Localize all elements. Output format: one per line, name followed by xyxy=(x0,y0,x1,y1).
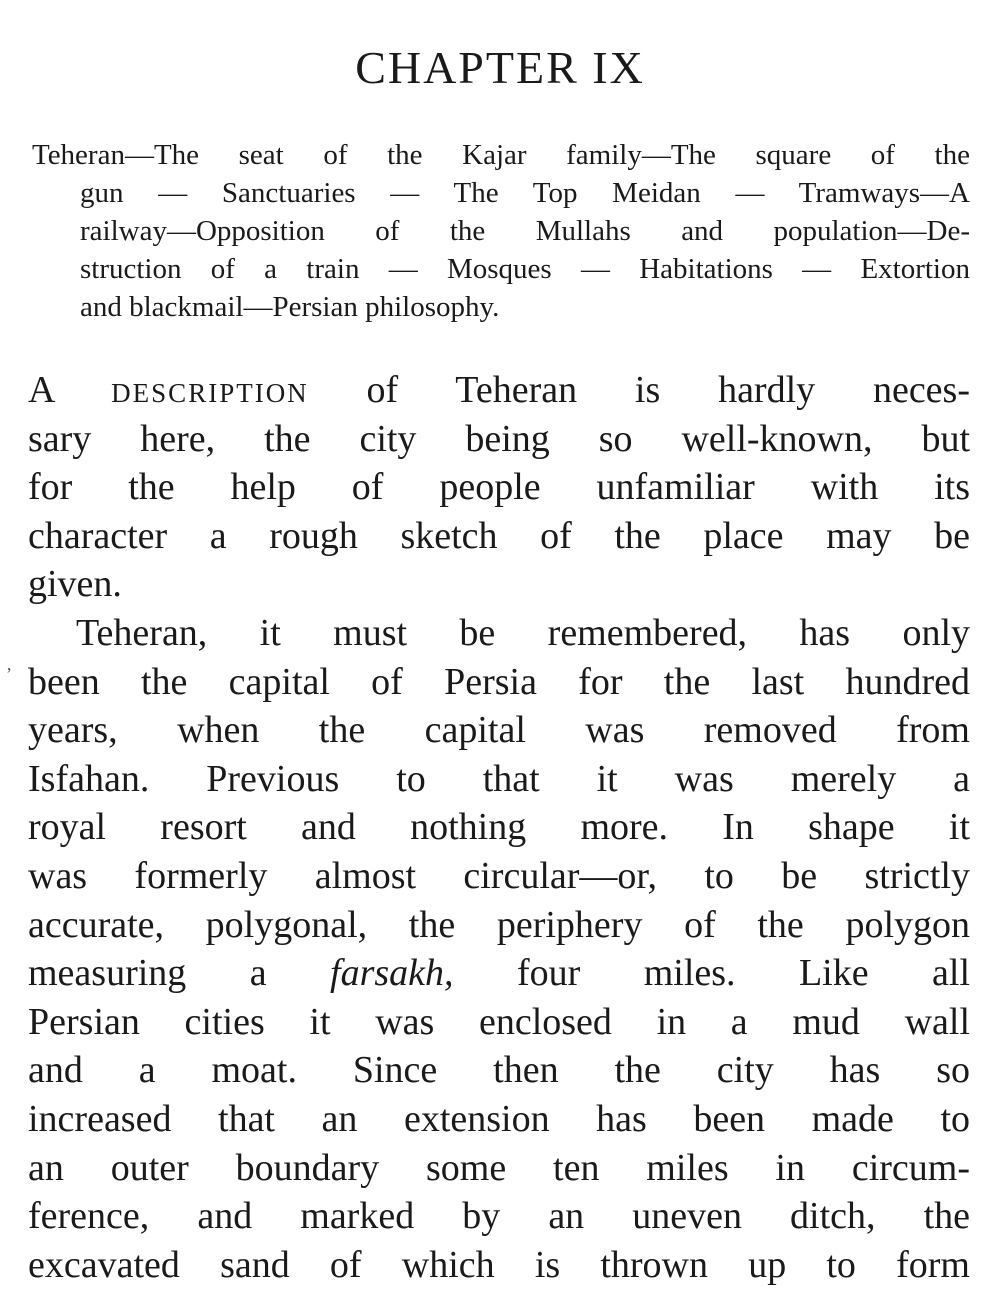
farsakh-word: farsakh, xyxy=(330,952,454,995)
body-line: Isfahan. Previous to that it was merely a xyxy=(28,757,970,800)
body-line: been the capital of Persia for the last hundred xyxy=(28,660,970,703)
opening-letter: A xyxy=(28,369,54,411)
summary-line: and blackmail—Persian philosophy. xyxy=(80,291,500,323)
chapter-summary xyxy=(32,136,970,326)
body-line: an outer boundary some ten miles in circum- xyxy=(28,1146,970,1189)
body-line: character a rough sketch of the place may be xyxy=(28,514,970,557)
body-line: accurate, polygonal, the periphery of the polygon xyxy=(28,903,970,946)
body-line: increased that an extension has been made to xyxy=(28,1097,970,1140)
body-line: Persian cities it was enclosed in a mud wall xyxy=(28,1000,970,1043)
body-line: for the help of people unfamiliar with its xyxy=(28,466,970,509)
body-line: royal resort and nothing more. In shape it xyxy=(28,806,970,849)
chapter-title: CHAPTER IX xyxy=(355,42,645,93)
summary-line: struction of a train — Mosques — Habitations — Extortion xyxy=(80,253,970,285)
body-line: given. xyxy=(28,563,122,606)
opening-line-rest: of Teheran is hardly neces- xyxy=(366,369,970,411)
summary-line: railway—Opposition of the Mullahs and population—De- xyxy=(80,215,970,247)
body-line: and a moat. Since then the city has so xyxy=(28,1049,970,1092)
body-line: years, when the capital was removed from xyxy=(28,709,970,752)
body-line: was formerly almost circular—or, to be strictly xyxy=(28,854,970,897)
summary-line: gun — Sanctuaries — The Top Meidan — Tramways—A xyxy=(80,177,970,209)
body-line: sary here, the city being so well-known, but xyxy=(28,417,970,460)
body-line: Teheran, it must be remembered, has only xyxy=(76,611,970,654)
body-line-farsakh xyxy=(28,949,970,998)
summary-line: Teheran—The seat of the Kajar family—The square of the xyxy=(32,139,970,171)
paragraph-first-line xyxy=(28,366,970,415)
farsakh-before: measuring a xyxy=(28,952,267,995)
margin-mark: ʼ xyxy=(6,664,12,684)
body-line: ference, and marked by an uneven ditch, the xyxy=(28,1195,970,1238)
opening-smallcaps-word: description xyxy=(111,369,309,411)
body-line: excavated sand of which is thrown up to form xyxy=(28,1243,970,1286)
farsakh-after: four miles. Like all xyxy=(516,952,971,995)
body-text xyxy=(28,366,970,1289)
